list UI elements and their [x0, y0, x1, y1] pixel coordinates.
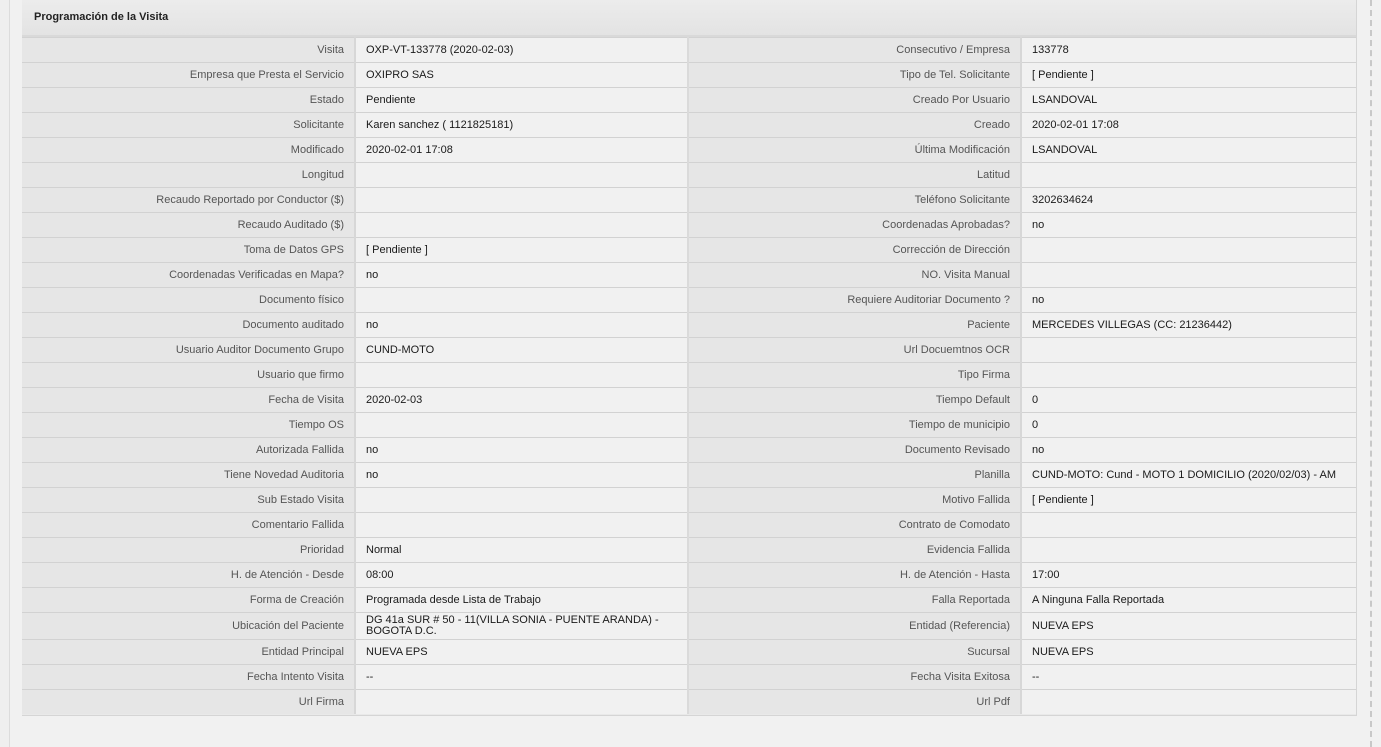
field-value — [1021, 538, 1356, 563]
visit-details-table — [22, 37, 1356, 714]
field-label: Recaudo Reportado por Conductor ($) — [22, 188, 355, 213]
field-label: Motivo Fallida — [688, 488, 1021, 513]
field-label: Longitud — [22, 163, 355, 188]
table-row — [22, 113, 1356, 138]
field-label: Autorizada Fallida — [22, 438, 355, 463]
field-value: no — [355, 438, 688, 463]
field-label: Forma de Creación — [22, 588, 355, 613]
table-row — [22, 188, 1356, 213]
field-value: 2020-02-01 17:08 — [1021, 113, 1356, 138]
table-row — [22, 488, 1356, 513]
field-label: Paciente — [688, 313, 1021, 338]
field-label: Última Modificación — [688, 138, 1021, 163]
field-label: Corrección de Dirección — [688, 238, 1021, 263]
field-label: Fecha de Visita — [22, 388, 355, 413]
field-label: Tipo de Tel. Solicitante — [688, 63, 1021, 88]
field-label: Url Firma — [22, 690, 355, 715]
field-label: H. de Atención - Hasta — [688, 563, 1021, 588]
field-value — [355, 288, 688, 313]
field-value: NUEVA EPS — [355, 640, 688, 665]
field-label: Empresa que Presta el Servicio — [22, 63, 355, 88]
field-label: Tiempo de municipio — [688, 413, 1021, 438]
field-value: 133778 — [1021, 38, 1356, 63]
field-value — [355, 163, 688, 188]
field-label: Falla Reportada — [688, 588, 1021, 613]
field-value — [1021, 263, 1356, 288]
field-value: NUEVA EPS — [1021, 613, 1356, 640]
field-label: Entidad Principal — [22, 640, 355, 665]
table-row — [22, 63, 1356, 88]
field-value — [355, 413, 688, 438]
table-row — [22, 438, 1356, 463]
field-value: no — [1021, 213, 1356, 238]
field-value: DG 41a SUR # 50 - 11(VILLA SONIA - PUENTE ARANDA) - BOGOTA D.C. — [355, 613, 688, 640]
field-label: Tiempo Default — [688, 388, 1021, 413]
field-label: Recaudo Auditado ($) — [22, 213, 355, 238]
field-value: 3202634624 — [1021, 188, 1356, 213]
table-row — [22, 640, 1356, 665]
field-label: Fecha Intento Visita — [22, 665, 355, 690]
table-row — [22, 563, 1356, 588]
table-row — [22, 613, 1356, 640]
field-label: Documento físico — [22, 288, 355, 313]
field-value: [ Pendiente ] — [1021, 63, 1356, 88]
field-value: Normal — [355, 538, 688, 563]
field-value: LSANDOVAL — [1021, 88, 1356, 113]
resize-handle[interactable] — [1370, 0, 1372, 747]
field-label: Url Pdf — [688, 690, 1021, 715]
field-label: Fecha Visita Exitosa — [688, 665, 1021, 690]
field-value — [1021, 338, 1356, 363]
field-value — [355, 188, 688, 213]
field-label: Latitud — [688, 163, 1021, 188]
field-label: Usuario Auditor Documento Grupo — [22, 338, 355, 363]
field-value — [355, 690, 688, 715]
field-value — [355, 213, 688, 238]
field-label: Contrato de Comodato — [688, 513, 1021, 538]
field-value: no — [355, 313, 688, 338]
field-value: 0 — [1021, 388, 1356, 413]
field-value: CUND-MOTO: Cund - MOTO 1 DOMICILIO (2020/02/03) - AM — [1021, 463, 1356, 488]
field-value: Pendiente — [355, 88, 688, 113]
field-label: Toma de Datos GPS — [22, 238, 355, 263]
field-value — [1021, 363, 1356, 388]
field-value: no — [355, 463, 688, 488]
field-label: Coordenadas Verificadas en Mapa? — [22, 263, 355, 288]
field-label: Solicitante — [22, 113, 355, 138]
left-edge-divider — [0, 0, 10, 747]
field-value: 17:00 — [1021, 563, 1356, 588]
table-row — [22, 363, 1356, 388]
field-label: Usuario que firmo — [22, 363, 355, 388]
table-row — [22, 213, 1356, 238]
field-label: Tiempo OS — [22, 413, 355, 438]
field-label: Tiene Novedad Auditoria — [22, 463, 355, 488]
field-label: Tipo Firma — [688, 363, 1021, 388]
field-value: no — [1021, 438, 1356, 463]
table-row — [22, 263, 1356, 288]
field-value: 08:00 — [355, 563, 688, 588]
table-row — [22, 413, 1356, 438]
field-label: Planilla — [688, 463, 1021, 488]
field-value: -- — [1021, 665, 1356, 690]
field-value — [1021, 238, 1356, 263]
field-value: no — [355, 263, 688, 288]
field-value — [1021, 513, 1356, 538]
table-row — [22, 538, 1356, 563]
table-row — [22, 690, 1356, 715]
field-value: [ Pendiente ] — [1021, 488, 1356, 513]
table-row — [22, 313, 1356, 338]
field-value: 0 — [1021, 413, 1356, 438]
field-label: Consecutivo / Empresa — [688, 38, 1021, 63]
field-label: H. de Atención - Desde — [22, 563, 355, 588]
field-label: Ubicación del Paciente — [22, 613, 355, 640]
panel-title: Programación de la Visita — [22, 0, 1356, 37]
field-label: Prioridad — [22, 538, 355, 563]
table-row — [22, 163, 1356, 188]
field-label: Sub Estado Visita — [22, 488, 355, 513]
field-value — [355, 363, 688, 388]
field-value: Programada desde Lista de Trabajo — [355, 588, 688, 613]
field-value: NUEVA EPS — [1021, 640, 1356, 665]
field-label: Estado — [22, 88, 355, 113]
field-value: 2020-02-01 17:08 — [355, 138, 688, 163]
table-row — [22, 463, 1356, 488]
field-label: Teléfono Solicitante — [688, 188, 1021, 213]
field-value: MERCEDES VILLEGAS (CC: 21236442) — [1021, 313, 1356, 338]
field-value: CUND-MOTO — [355, 338, 688, 363]
field-value — [355, 513, 688, 538]
field-value: [ Pendiente ] — [355, 238, 688, 263]
table-row — [22, 513, 1356, 538]
field-value: 2020-02-03 — [355, 388, 688, 413]
field-label: Comentario Fallida — [22, 513, 355, 538]
field-value — [1021, 163, 1356, 188]
field-label: Requiere Auditoriar Documento ? — [688, 288, 1021, 313]
field-label: Sucursal — [688, 640, 1021, 665]
field-value: A Ninguna Falla Reportada — [1021, 588, 1356, 613]
table-row — [22, 88, 1356, 113]
field-label: Modificado — [22, 138, 355, 163]
table-row — [22, 665, 1356, 690]
field-label: Documento Revisado — [688, 438, 1021, 463]
field-label: Creado — [688, 113, 1021, 138]
table-row — [22, 238, 1356, 263]
field-label: Documento auditado — [22, 313, 355, 338]
table-row — [22, 588, 1356, 613]
field-value — [1021, 690, 1356, 715]
field-value: OXIPRO SAS — [355, 63, 688, 88]
field-label: Creado Por Usuario — [688, 88, 1021, 113]
table-row — [22, 38, 1356, 63]
field-label: Url Docuemtnos OCR — [688, 338, 1021, 363]
field-value: Karen sanchez ( 1121825181) — [355, 113, 688, 138]
field-value: OXP-VT-133778 (2020-02-03) — [355, 38, 688, 63]
field-label: Entidad (Referencia) — [688, 613, 1021, 640]
table-row — [22, 388, 1356, 413]
table-row — [22, 138, 1356, 163]
visit-schedule-panel — [22, 0, 1357, 716]
field-value: no — [1021, 288, 1356, 313]
field-value — [355, 488, 688, 513]
field-value: LSANDOVAL — [1021, 138, 1356, 163]
field-label: NO. Visita Manual — [688, 263, 1021, 288]
table-row — [22, 338, 1356, 363]
field-label: Evidencia Fallida — [688, 538, 1021, 563]
field-label: Coordenadas Aprobadas? — [688, 213, 1021, 238]
field-value: -- — [355, 665, 688, 690]
table-row — [22, 288, 1356, 313]
field-label: Visita — [22, 38, 355, 63]
